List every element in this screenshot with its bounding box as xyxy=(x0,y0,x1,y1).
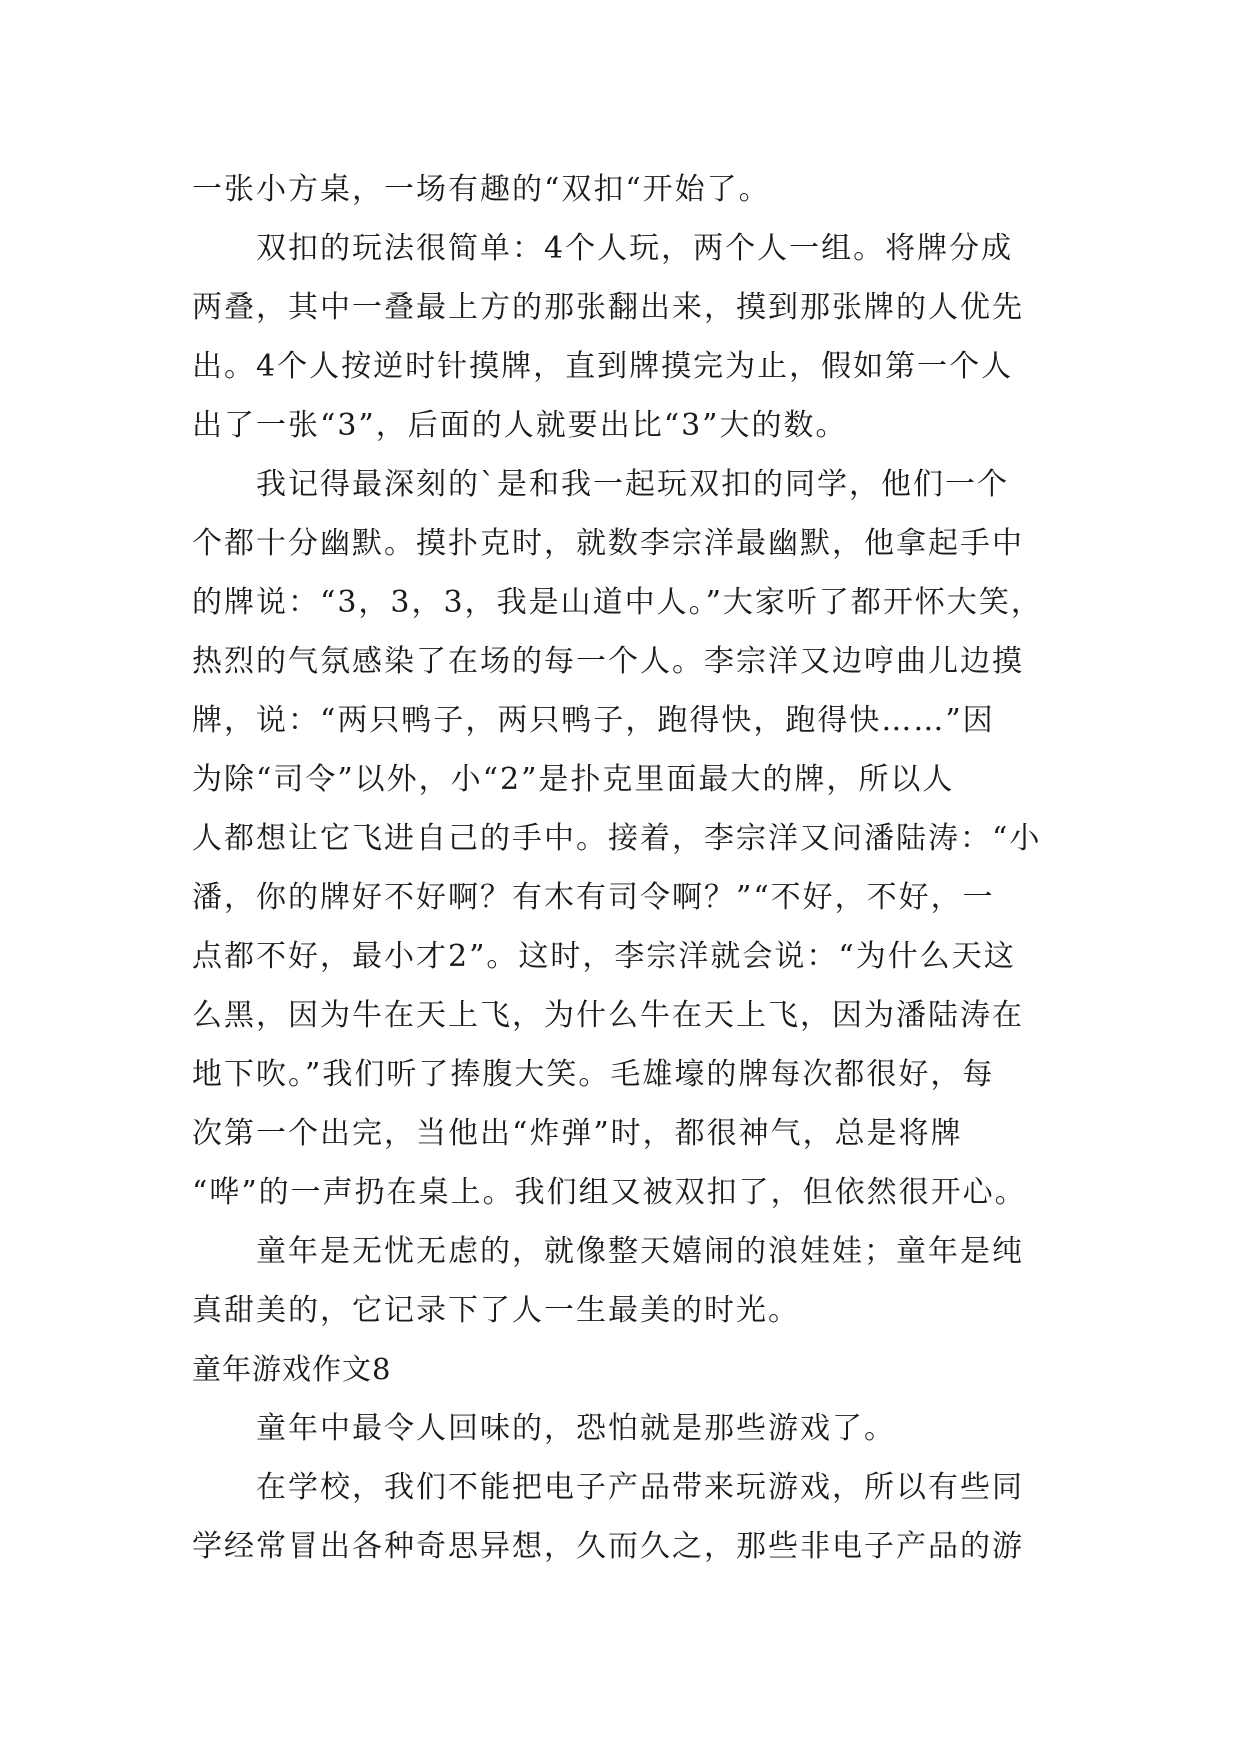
text-line: “哗”的一声扔在桌上。我们组又被双扣了，但依然很开心。 xyxy=(192,1175,1027,1210)
document-page xyxy=(192,160,1062,1576)
paragraph-first-line: 童年中最令人回味的，恐怕就是那些游戏了。 xyxy=(256,1411,896,1446)
paragraph-first-line: 我记得最深刻的`是和我一起玩双扣的同学，他们一个 xyxy=(256,467,1009,502)
text-line: 两叠，其中一叠最上方的那张翻出来，摸到那张牌的人优先 xyxy=(192,290,1024,325)
paragraph-first-line: 童年是无忧无虑的，就像整天嬉闹的浪娃娃；童年是纯 xyxy=(256,1234,1024,1269)
text-line: 牌，说：“两只鸭子，两只鸭子，跑得快，跑得快……”因 xyxy=(192,703,995,738)
text-line: 学经常冒出各种奇思异想，久而久之，那些非电子产品的游 xyxy=(192,1529,1024,1564)
text-line: 真甜美的，它记录下了人一生最美的时光。 xyxy=(192,1293,800,1328)
section-heading: 童年游戏作文8 xyxy=(192,1352,392,1386)
text-line: 的牌说：“3，3，3，我是山道中人。”大家听了都开怀大笑， xyxy=(192,585,1043,620)
text-line: 为除“司令”以外，小“2”是扑克里面最大的牌，所以人 xyxy=(192,762,955,797)
text-line: 一张小方桌，一场有趣的“双扣“开始了。 xyxy=(192,172,771,207)
text-line: 次第一个出完，当他出“炸弹”时，都很神气，总是将牌 xyxy=(192,1116,963,1151)
text-line: 出了一张“3”，后面的人就要出比“3”大的数。 xyxy=(192,408,848,443)
text-line: 地下吹。”我们听了捧腹大笑。毛雄壕的牌每次都很好，每 xyxy=(192,1057,995,1092)
paragraph-first-line: 在学校，我们不能把电子产品带来玩游戏，所以有些同 xyxy=(256,1470,1024,1505)
paragraph-first-line: 双扣的玩法很简单：4个人玩，两个人一组。将牌分成 xyxy=(256,231,1014,266)
text-line: 热烈的气氛感染了在场的每一个人。李宗洋又边哼曲儿边摸 xyxy=(192,644,1024,679)
text-line: 点都不好，最小才2”。这时，李宗洋就会说：“为什么天这 xyxy=(192,939,1016,974)
text-line: 潘，你的牌好不好啊？有木有司令啊？”“不好，不好，一 xyxy=(192,880,995,915)
text-line: 人都想让它飞进自己的手中。接着，李宗洋又问潘陆涛：“小 xyxy=(192,821,1042,856)
text-line: 么黑，因为牛在天上飞，为什么牛在天上飞，因为潘陆涛在 xyxy=(192,998,1024,1033)
text-line: 出。4个人按逆时针摸牌，直到牌摸完为止，假如第一个人 xyxy=(192,349,1014,384)
text-line: 个都十分幽默。摸扑克时，就数李宗洋最幽默，他拿起手中 xyxy=(192,526,1024,561)
